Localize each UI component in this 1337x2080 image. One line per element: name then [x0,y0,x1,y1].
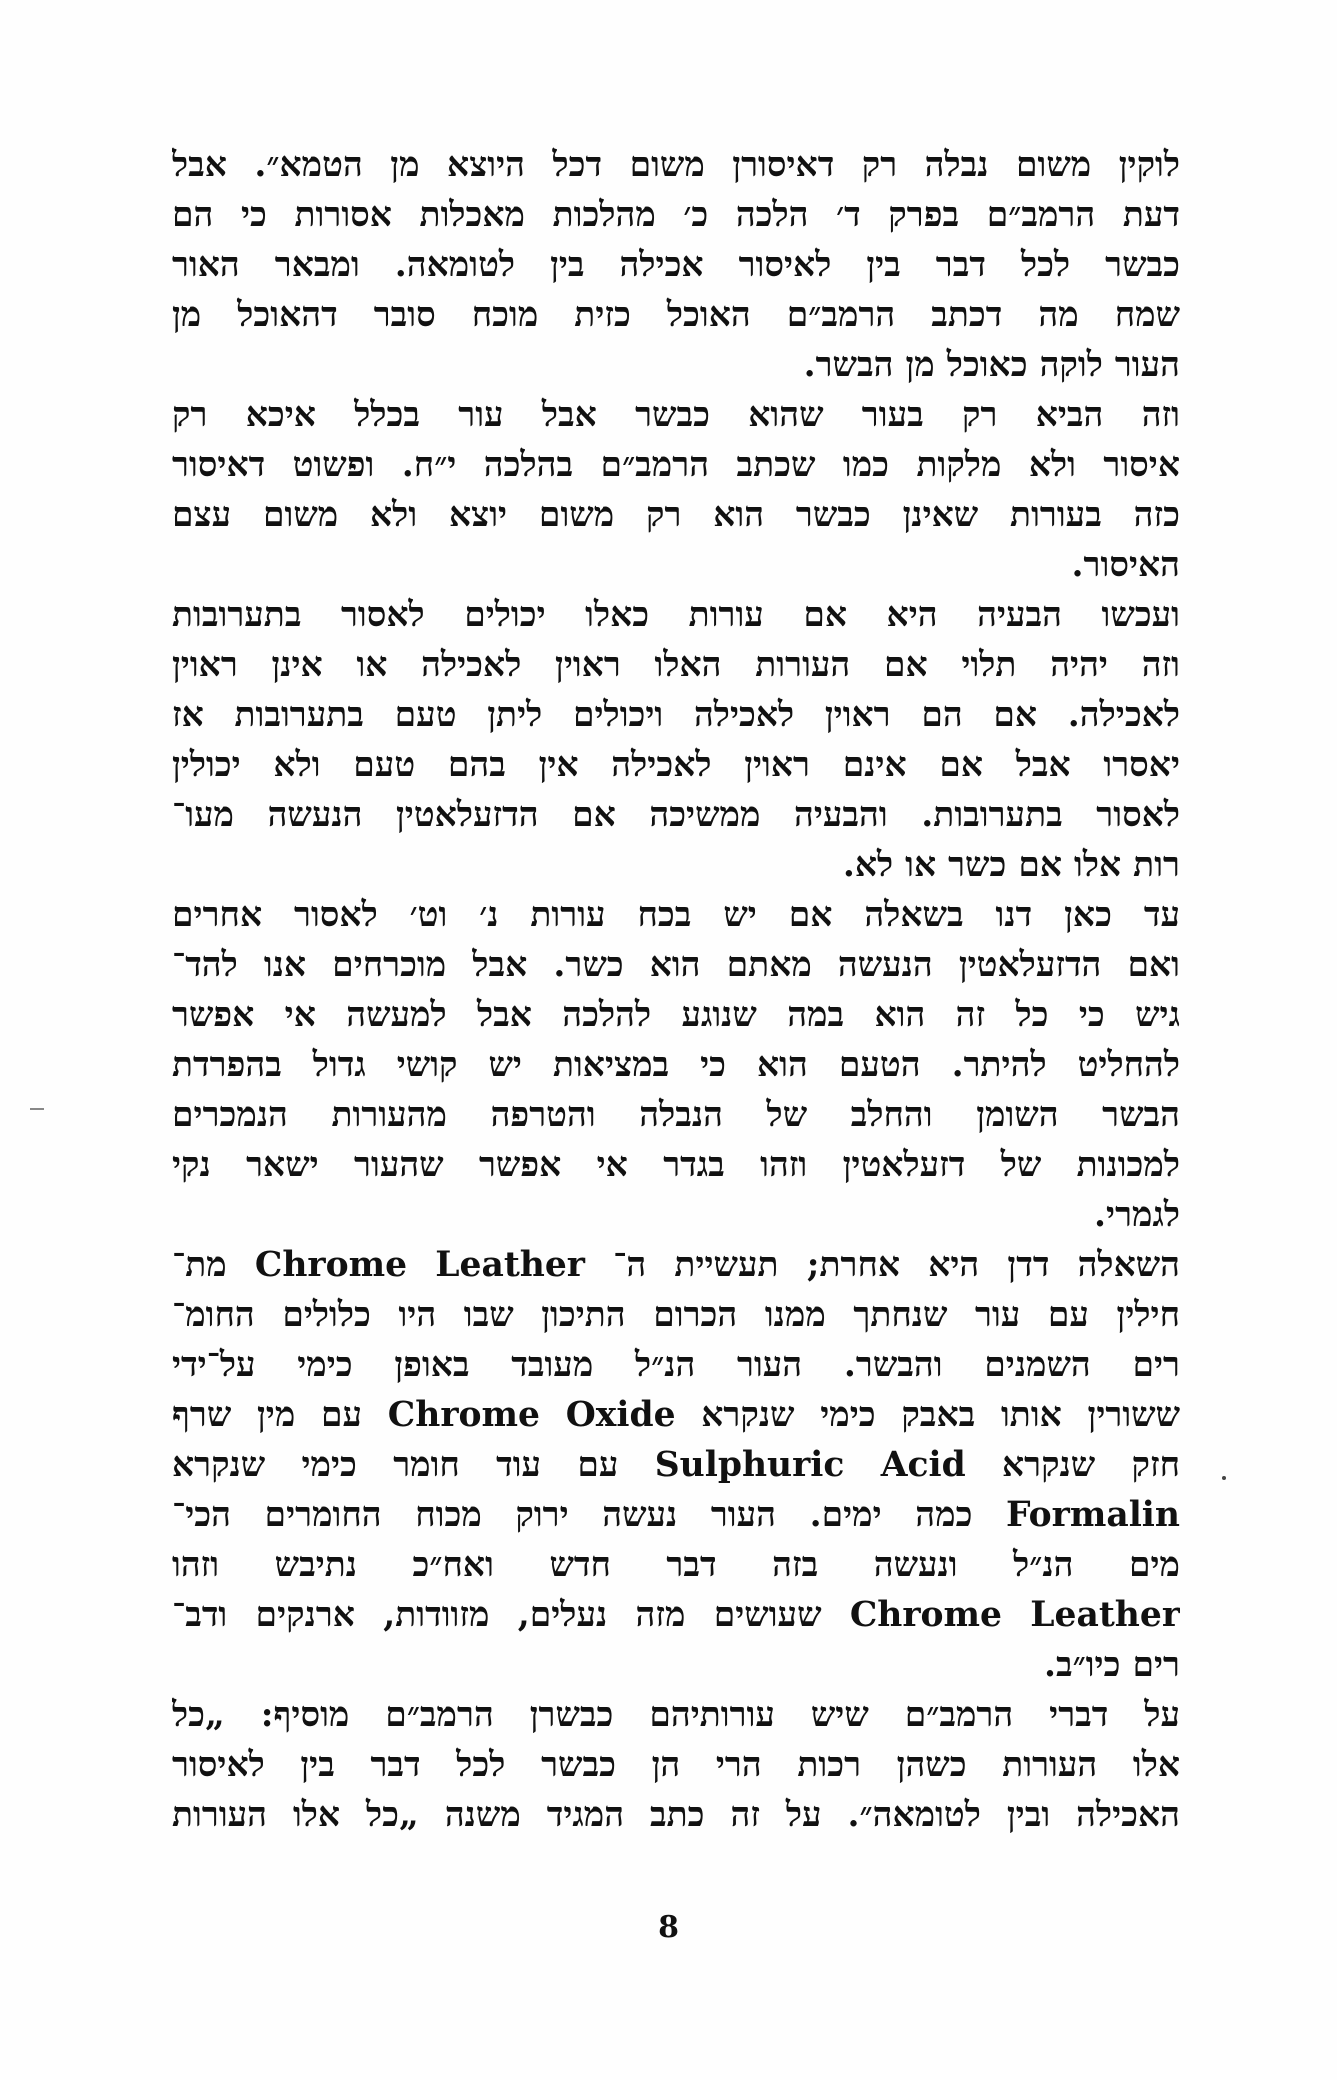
text-line: דעת הרמב״ם בפרק ד׳ הלכה כ׳ מהלכות מאכלות אסורות כי הם [172,195,1180,235]
text-line: רים השמנים והבשר. העור הנ״ל מעובד באופן כימי על־ידי [172,1345,1180,1385]
text-line: איסור ולא מלקות כמו שכתב הרמב״ם בהלכה י״ח. ופשוט דאיסור [172,445,1180,485]
text-line: ועכשו הבעיה היא אם עורות כאלו יכולים לאסור בתערובות [172,595,1180,635]
text-line: וזה יהיה תלוי אם העורות האלו ראוין לאכילה או אינן ראוין [172,645,1180,685]
text-line: רים כיו״ב. [1043,1645,1180,1685]
text-line: Chrome Leather שעושים מזה נעלים, מזוודות, ארנקים ודב־ [172,1595,1180,1635]
text-line: הבשר השומן והחלב של הנבלה והטרפה מהעורות הנמכרים [172,1095,1180,1135]
paragraph-3 [172,590,1180,890]
text-line: Formalin כמה ימים. העור נעשה ירוק מכוח החומרים הכי־ [172,1495,1180,1535]
text-line: ששורין אותו באבק כימי שנקרא Chrome Oxide עם מין שרף [172,1395,1180,1435]
text-line: האכילה ובין לטומאה״. על זה כתב המגיד משנה „כל אלו העורות [172,1795,1180,1835]
text-line: לאסור בתערובות. והבעיה ממשיכה אם הדזעלאטין הנעשה מעו־ [172,795,1180,835]
text-line: מים הנ״ל ונעשה בזה דבר חדש ואח״כ נתיבש וזהו [172,1545,1180,1585]
body-text [172,140,1180,1840]
text-line: למכונות של דזעלאטין וזהו בגדר אי אפשר שהעור ישאר נקי [172,1145,1180,1185]
text-line: על דברי הרמב״ם שיש עורותיהם כבשרן הרמב״ם מוסיף: „כל [172,1695,1180,1735]
text-line: חילין עם עור שנחתך ממנו הכרום התיכון שבו היו כלולים החומ־ [172,1295,1180,1335]
text-line: עד כאן דנו בשאלה אם יש בכח עורות נ׳ וט׳ לאסור אחרים [172,895,1180,935]
text-line: וזה הביא רק בעור שהוא כבשר אבל עור בכלל איכא רק [172,395,1180,435]
text-line: לאכילה. אם הם ראוין לאכילה ויכולים ליתן טעם בתערובות אז [172,695,1180,735]
text-line: האיסור. [1071,545,1180,585]
text-line: העור לוקה כאוכל מן הבשר. [803,345,1180,385]
margin-mark [30,1108,44,1110]
text-line: השאלה דדן היא אחרת; תעשיית ה־ Chrome Leather מת־ [172,1245,1180,1285]
text-line: ואם הדזעלאטין הנעשה מאתם הוא כשר. אבל מוכרחים אנו להד־ [172,945,1180,985]
text-line: יאסרו אבל אם אינם ראוין לאכילה אין בהם טעם ולא יכולין [172,745,1180,785]
text-line: שמח מה דכתב הרמב״ם האוכל כזית מוכח סובר דהאוכל מן [172,295,1180,335]
text-line: גיש כי כל זה הוא במה שנוגע להלכה אבל למעשה אי אפשר [172,995,1180,1035]
paragraph-2 [172,390,1180,590]
text-line: אלו העורות כשהן רכות הרי הן כבשר לכל דבר בין לאיסור [172,1745,1180,1785]
text-line: כזה בעורות שאינן כבשר הוא רק משום יוצא ולא משום עצם [172,495,1180,535]
text-line: לגמרי. [1094,1195,1180,1235]
text-line: לוקין משום נבלה רק דאיסורן משום דכל היוצא מן הטמא״. אבל [172,145,1180,185]
margin-dot [1222,1476,1226,1480]
text-line: רות אלו אם כשר או לא. [842,845,1180,885]
paragraph-4 [172,890,1180,1240]
page-number: 8 [658,1910,679,1945]
text-line: חזק שנקרא Sulphuric Acid עם עוד חומר כימי שנקרא [172,1445,1180,1485]
paragraph-5 [172,1240,1180,1690]
text-line: להחליט להיתר. הטעם הוא כי במציאות יש קושי גדול בהפרדת [172,1045,1180,1085]
paragraph-6 [172,1690,1180,1840]
text-line: כבשר לכל דבר בין לאיסור אכילה בין לטומאה. ומבאר האור [172,245,1180,285]
paragraph-1 [172,140,1180,390]
